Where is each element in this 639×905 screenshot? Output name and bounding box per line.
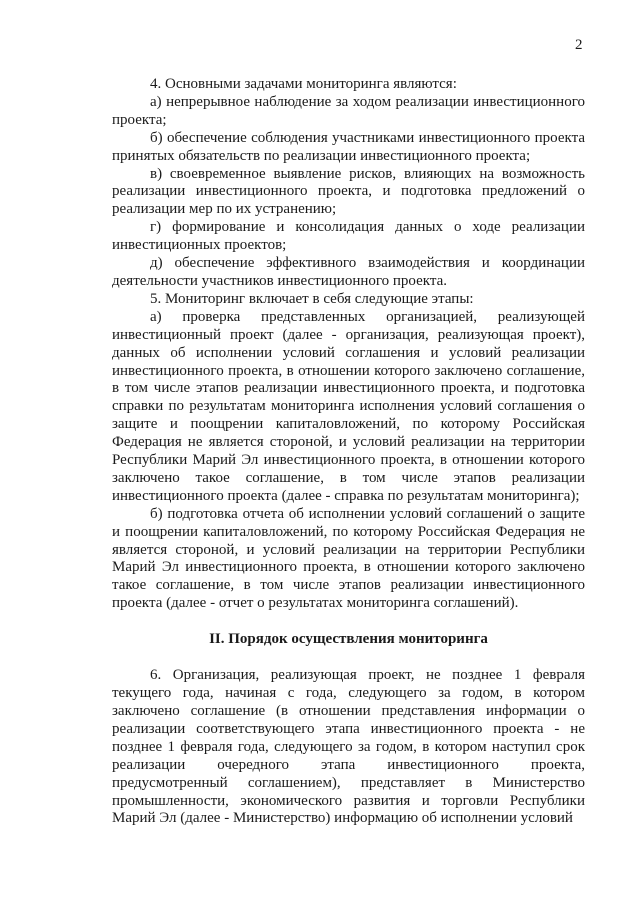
paragraph-4v: в) своевременное выявление рисков, влияющих на возможность реализации инвестиционного проекта, и подготовка предложений о реализации мер по их устранению; <box>112 165 585 218</box>
paragraph-5-intro: 5. Мониторинг включает в себя следующие этапы: <box>150 290 474 307</box>
paragraph-6: 6. Организация, реализующая проект, не позднее 1 февраля текущего года, начиная с года, следующего за годом, в котором заключено соглашение (в отношении представления информации о реализации соответствующего этапа инвестиционного проекта - не позднее 1 февраля года, следующего за годом, в котором наступил срок реализации очередного этапа инвестиционного проекта, предусмотренный соглашением), представляет в Министерство промышленности, экономического развития и торговли Республики Марий Эл (далее - Министерство) информацию об исполнении условий <box>112 667 585 827</box>
paragraph-4d: д) обеспечение эффективного взаимодействия и координации деятельности участников инвестиционного проекта. <box>112 255 585 289</box>
page-number: 2 <box>575 37 583 53</box>
section-heading: II. Порядок осуществления мониторинга <box>209 631 488 648</box>
paragraph-4b: б) обеспечение соблюдения участниками инвестиционного проекта принятых обязательств по реализации инвестиционного проекта; <box>112 129 585 164</box>
document-body <box>112 76 585 828</box>
paragraph-5a: а) проверка представленных организацией, реализующей инвестиционный проект (далее - организация, реализующая проект), данных об исполнении условий соглашения и условий реализации инвестиционного проекта, в отношении которого заключено соглашение, в том числе этапов реализации инвестиционного проекта, и подготовка справки по результатам мониторинга исполнения условий соглашения о защите и поощрении капиталовложений, по которому Российская Федерация не является стороной, и условий реализации на территории Республики Марий Эл инвестиционного проекта, в отношении которого заключено такое соглашение, в том числе этапов реализации инвестиционного проекта (далее - справка по результатам мониторинга); <box>112 308 585 504</box>
paragraph-4-intro: 4. Основными задачами мониторинга являются: <box>150 76 457 92</box>
paragraph-5b: б) подготовка отчета об исполнении условий соглашений о защите и поощрении капиталовложений, по которому Российская Федерация не является стороной, и условий реализации на территории Республики Марий Эл инвестиционного проекта, в отношении которого заключено такое соглашение, в том числе этапов реализации инвестиционного проекта (далее - отчет о результатах мониторинга соглашений). <box>112 505 585 612</box>
paragraph-4a: а) непрерывное наблюдение за ходом реализации инвестиционного проекта; <box>112 93 585 128</box>
paragraph-4g: г) формирование и консолидация данных о ходе реализации инвестиционных проектов; <box>112 219 585 254</box>
